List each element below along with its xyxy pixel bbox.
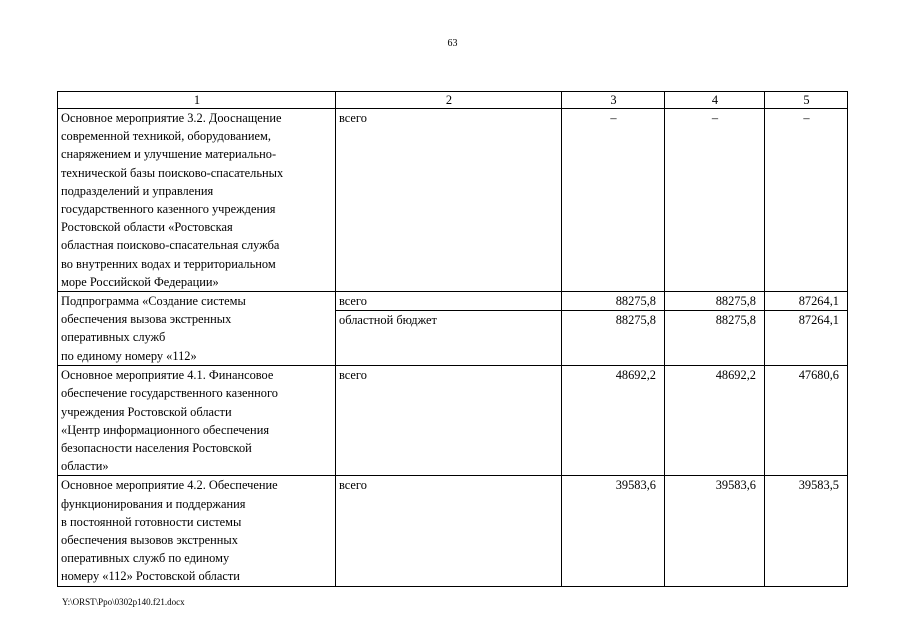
document-file-path: Y:\ORST\Ppo\0302p140.f21.docx xyxy=(62,597,185,607)
funding-source-cell: всего xyxy=(336,109,562,292)
value-cell: 88275,8 xyxy=(562,292,665,311)
value-cell: 47680,6 xyxy=(765,366,848,476)
table-header-row xyxy=(58,92,848,109)
budget-table xyxy=(57,91,848,587)
value-cell: – xyxy=(562,109,665,292)
funding-source-cell: всего xyxy=(336,366,562,476)
table-row xyxy=(58,476,848,586)
row-name-cell: Основное мероприятие 4.2. Обеспечение функционирования и поддержания в постоянной готовности системы обеспечения вызовов экстренных оперативных служб по единому номеру «112» Ростовской области xyxy=(58,476,336,586)
value-cell: 39583,6 xyxy=(562,476,665,586)
funding-source-cell: всего xyxy=(336,476,562,586)
funding-source-cell: областной бюджет xyxy=(336,311,562,366)
funding-source-cell: всего xyxy=(336,292,562,311)
header-col-1: 1 xyxy=(58,92,336,109)
value-cell: 88275,8 xyxy=(665,292,765,311)
table-row xyxy=(58,109,848,292)
value-cell: 88275,8 xyxy=(665,311,765,366)
table-row xyxy=(58,292,848,311)
row-name-cell: Основное мероприятие 3.2. Дооснащение современной техникой, оборудованием, снаряжением и улучшение материально- технической базы поисково-спасательных подразделений и управления государственного казенного учреждения Ростовской области «Ростовская областная поисково-спасательная служба во внутренних водах и территориальном море Российской Федерации» xyxy=(58,109,336,292)
header-col-2: 2 xyxy=(336,92,562,109)
value-cell: – xyxy=(665,109,765,292)
header-col-5: 5 xyxy=(765,92,848,109)
value-cell: 87264,1 xyxy=(765,311,848,366)
header-col-3: 3 xyxy=(562,92,665,109)
page-number: 63 xyxy=(447,38,458,49)
table-row xyxy=(58,366,848,476)
value-cell: 48692,2 xyxy=(562,366,665,476)
value-cell: 48692,2 xyxy=(665,366,765,476)
value-cell: – xyxy=(765,109,848,292)
value-cell: 87264,1 xyxy=(765,292,848,311)
value-cell: 88275,8 xyxy=(562,311,665,366)
header-col-4: 4 xyxy=(665,92,765,109)
row-name-cell: Подпрограмма «Создание системы обеспечения вызова экстренных оперативных служб по единому номеру «112» xyxy=(58,292,336,366)
row-name-cell: Основное мероприятие 4.1. Финансовое обеспечение государственного казенного учреждения Ростовской области «Центр информационного обеспечения безопасности населения Ростовской области» xyxy=(58,366,336,476)
value-cell: 39583,5 xyxy=(765,476,848,586)
value-cell: 39583,6 xyxy=(665,476,765,586)
